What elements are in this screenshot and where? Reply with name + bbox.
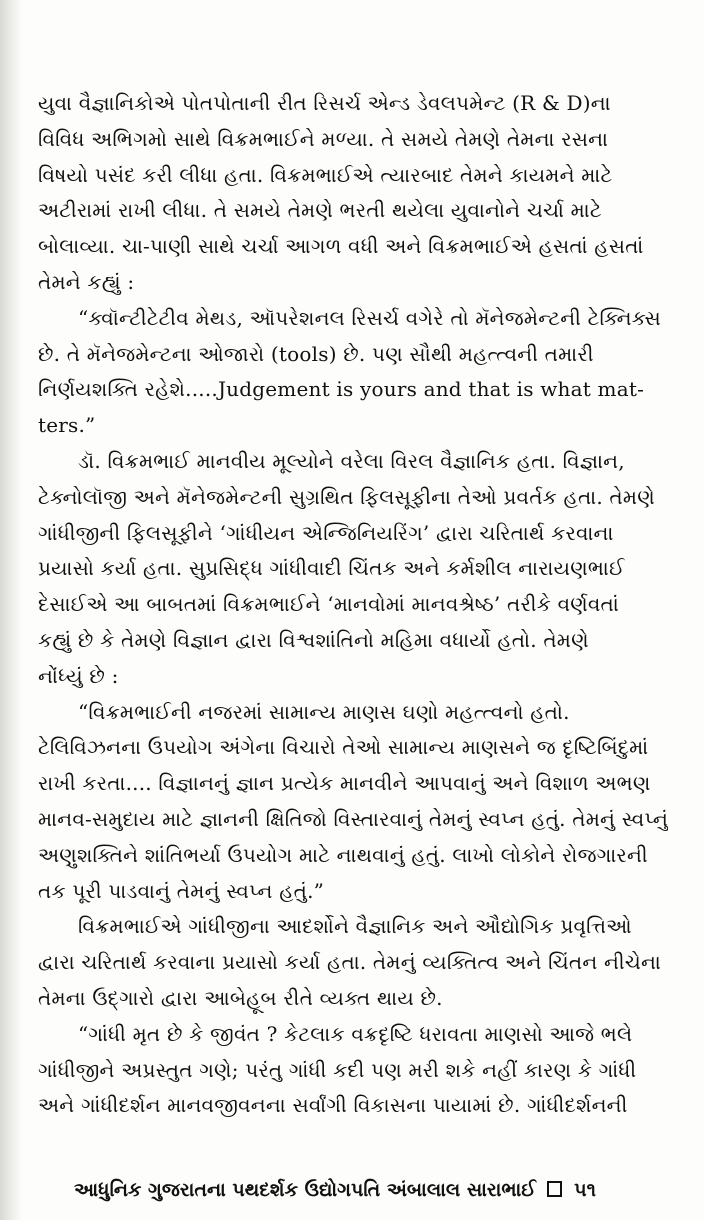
text-line: તેમના ઉદ્ગારો દ્વારા આબેહૂબ રીતે વ્યક્ત થાય છે. [38,985,443,1010]
quote-line: અને ગાંધીદર્શન માનવજીવનના સર્વાંગી વિકાસના પાયામાં છે. ગાંધીદર્શનની [38,1093,628,1118]
quote-line: ટેલિવિઝનના ઉપયોગ અંગેના વિચારો તેઓ સામાન્ય માણસને જ દૃષ્ટિબિંદુમાં [38,735,649,760]
quote-line: “વિક્રમભાઈની નજરમાં સામાન્ય માણસ ઘણો મહત્ત્વનો હતો. [78,699,570,724]
text-line: દેસાઈએ આ બાબતમાં વિક્રમભાઈને ‘માનવોમાં માનવશ્રેષ્ઠ’ તરીકે વર્ણવતાં [38,592,619,617]
quote-line: માનવ-સમુદાય માટે જ્ઞાનની ક્ષિતિજો વિસ્તારવાનું તેમનું સ્વપ્ન હતું. તેમનું સ્વપ્નું [38,806,668,831]
page-binding-shadow [0,0,22,1220]
text-line: ડૉ. વિક્રમભાઈ માનવીય મૂલ્યોને વરેલા વિરલ વૈજ્ઞાનિક હતા. વિજ્ઞાન, [78,448,625,473]
quote-line: રાખી કરતા.... વિજ્ઞાનનું જ્ઞાન પ્રત્યેક માનવીને આપવાનું અને વિશાળ અભણ [38,771,651,796]
text-line: નોંધ્યું છે : [38,663,119,688]
footer-book-title: આધુનિક ગુજરાતના પથદર્શક ઉદ્યોગપતિ અંબાલાલ સારાભાઈ [74,1179,536,1201]
body-text [38,86,668,1124]
page-footer [74,1177,674,1203]
quote-line: છે. તે મૅનેજમેન્ટના ઓજારો (tools) છે. પણ સૌથી મહત્ત્વની તમારી [38,341,594,366]
quote-line: “ક્વૉન્ટીટેટીવ મેથડ, ઑપરેશનલ રિસર્ચ વગેરે તો મૅનેજમેન્ટની ટેક્નિક્સ [78,305,661,330]
page-number: ૫૧ [574,1179,596,1201]
quote-line: અણુશક્તિને શાંતિભર્યા ઉપયોગ માટે નાથવાનું હતું. લાખો લોકોને રોજગારની [38,842,648,867]
quote-line: ગાંધીજીને અપ્રસ્તુત ગણે; પરંતુ ગાંધી કદી પણ મરી શકે નહીં કારણ કે ગાંધી [38,1057,637,1082]
quote-line: “ગાંધી મૃત છે કે જીવંત ? કેટલાક વક્રદૃષ્ટિ ધરાવતા માણસો આજે ભલે [78,1021,633,1046]
quote-line: ters.” [38,413,96,438]
text-line: વિક્રમભાઈએ ગાંધીજીના આદર્શોને વૈજ્ઞાનિક અને ઔદ્યોગિક પ્રવૃત્તિઓ [78,914,632,939]
text-line: વિષયો પસંદ કરી લીધા હતા. વિક્રમભાઈએ ત્યારબાદ તેમને કાયમને માટે [38,162,613,187]
quote-line: તક પૂરી પાડવાનું તેમનું સ્વપ્ન હતું.” [38,878,325,903]
text-line: કહ્યું છે કે તેમણે વિજ્ઞાન દ્વારા વિશ્વશાંતિનો મહિમા વધાર્યો હતો. તેમણે [38,627,589,652]
text-line: પ્રયાસો કર્યા હતા. સુપ્રસિદ્ધ ગાંધીવાદી ચિંતક અને કર્મશીલ નારાયણભાઈ [38,556,625,581]
text-line: ગાંધીજીની ફિલસૂફીને ‘ગાંધીયન એન્જિનિયરિંગ’ દ્વારા ચરિતાર્થ કરવાના [38,520,614,545]
text-line: અટીરામાં રાખી લીધા. તે સમયે તેમણે ભરતી થયેલા યુવાનોને ચર્ચા માટે [38,198,602,223]
text-line: તેમને કહ્યું : [38,269,135,294]
footer-square-icon [547,1181,562,1197]
text-line: દ્વારા ચરિતાર્થ કરવાના પ્રયાસો કર્યા હતા. તેમનું વ્યક્તિત્વ અને ચિંતન નીચેના [38,950,661,975]
text-line: વિવિધ અભિગમો સાથે વિક્રમભાઈને મળ્યા. તે સમયે તેમણે તેમના રસના [38,126,609,151]
text-line: ટેક્નોલૉજી અને મૅનેજમેન્ટની સુગ્રથિત ફિલસૂફીના તેઓ પ્રવર્તક હતા. તેમણે [38,484,655,509]
quote-line: નિર્ણયશક્તિ રહેશે.....Judgement is yours and that is what mat- [38,377,645,402]
text-line: યુવા વૈજ્ઞાનિકોએ પોતપોતાની રીત રિસર્ચ એન્ડ ડેવલપમેન્ટ (R & D)ના [38,91,611,115]
text-line: બોલાવ્યા. ચા-પાણી સાથે ચર્ચા આગળ વધી અને વિક્રમભાઈએ હસતાં હસતાં [38,234,644,259]
